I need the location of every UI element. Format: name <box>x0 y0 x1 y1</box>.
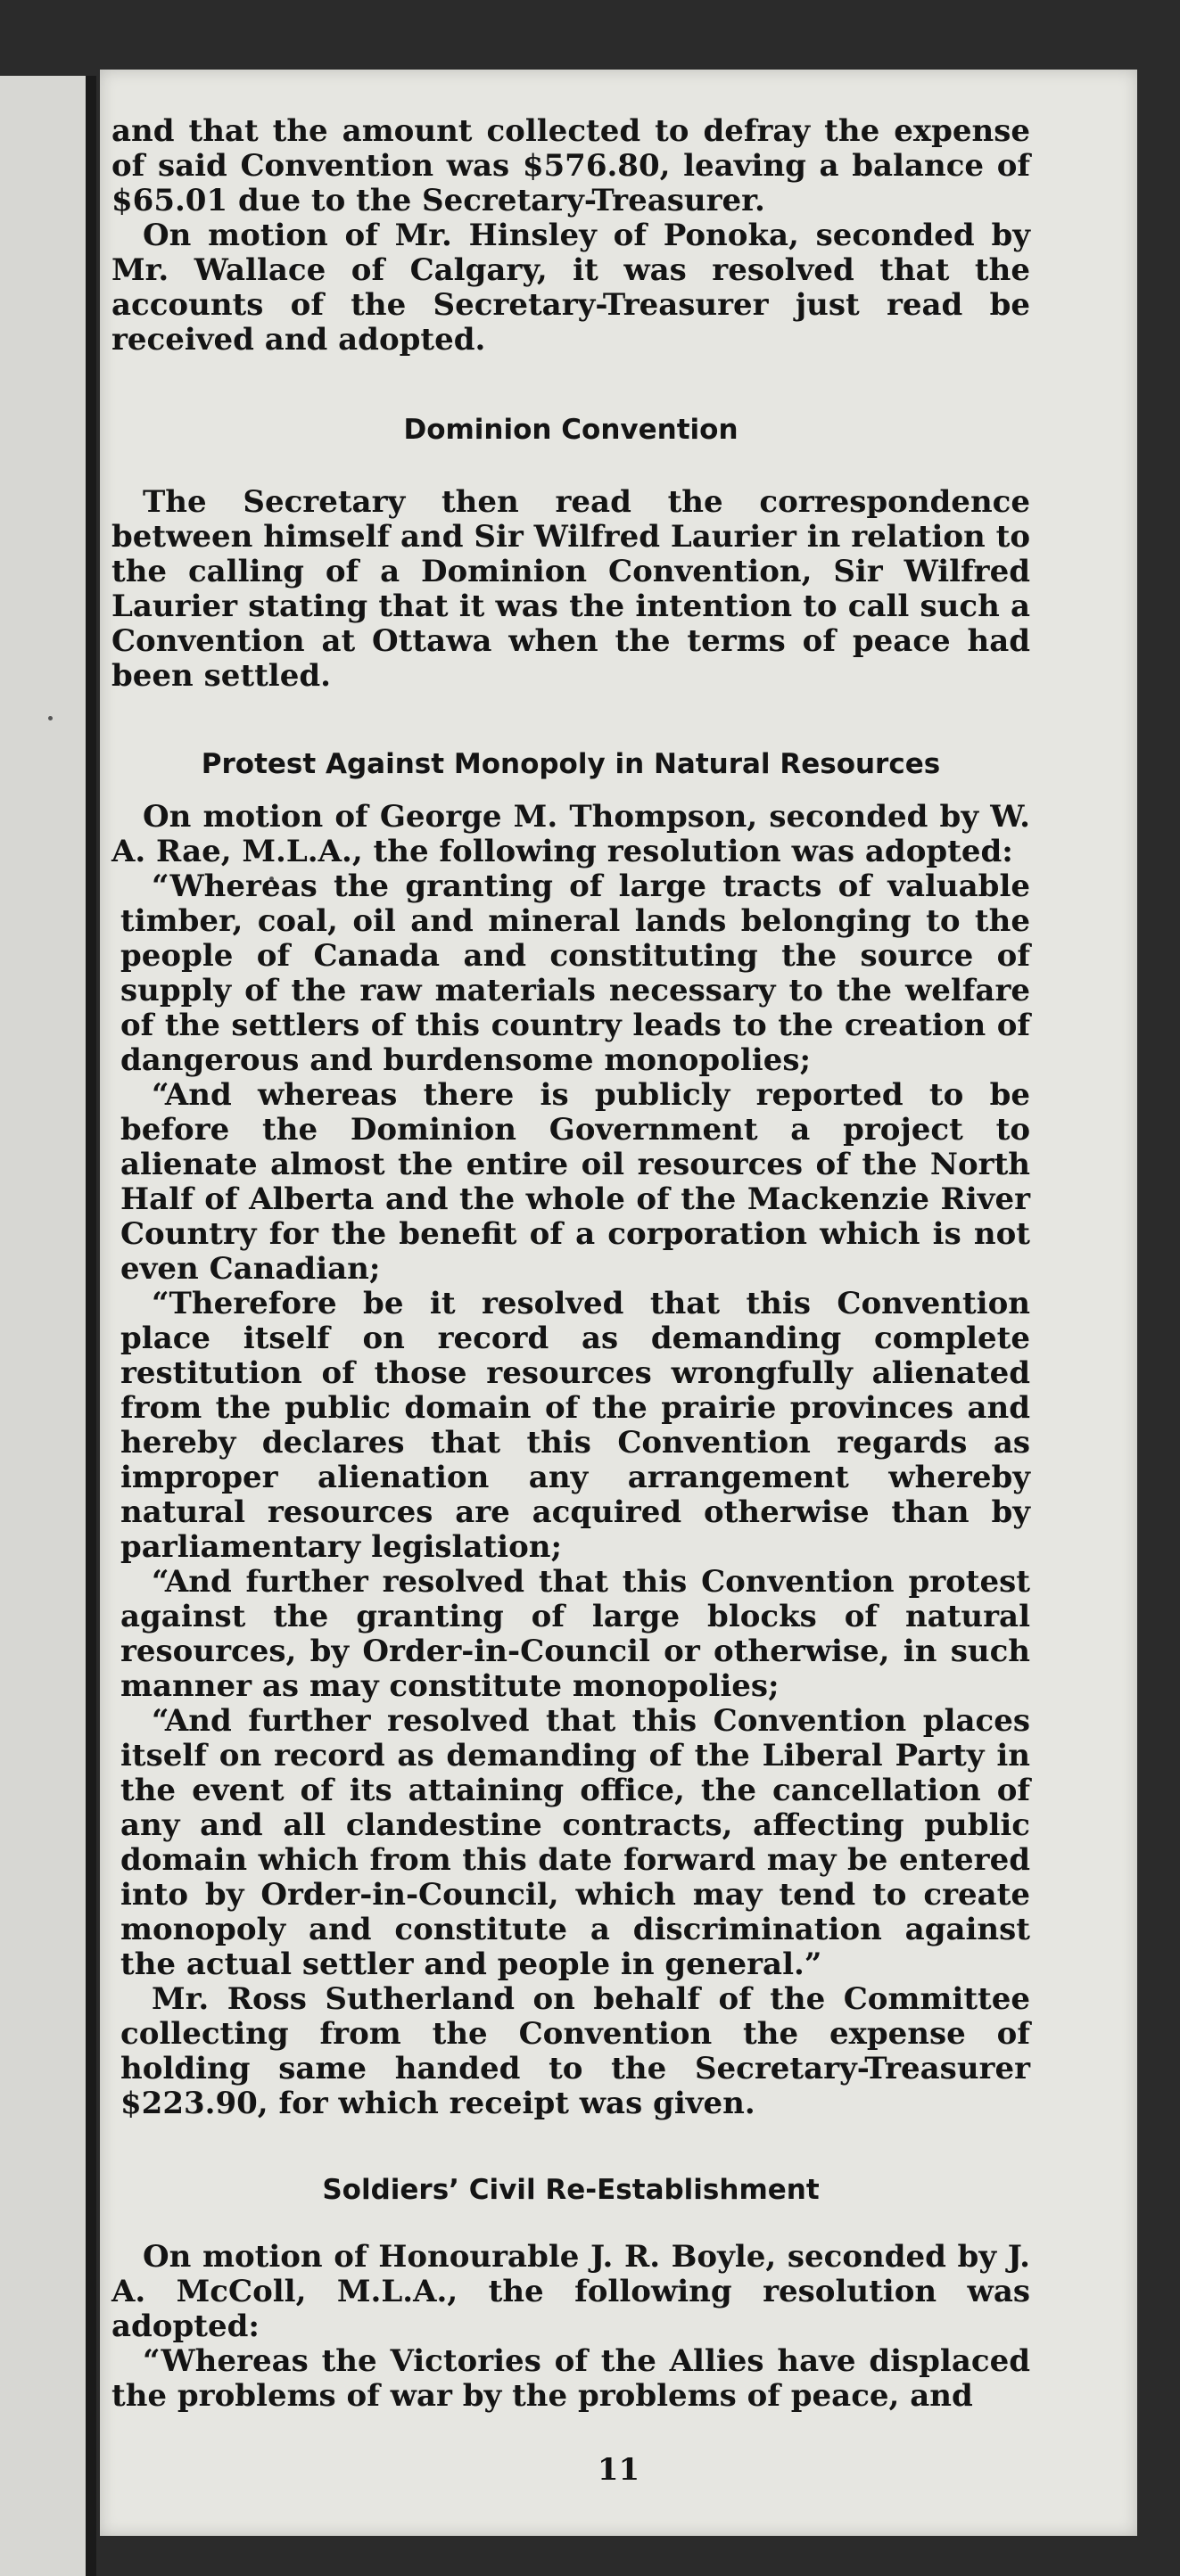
page-number: 11 <box>597 2452 640 2488</box>
resolution-quotes <box>120 869 1030 2121</box>
resolution-clause: “And further resolved that this Convention places itself on record as demanding of the Liberal Party in the event of its attaining office, the cancellation of any and all clandestine contracts, affecting public domain which from this date forward may be entered into by Order-in-Council, which may tend to create monopoly and constitute a discrimination against the actual settler and people in general.” <box>120 1703 1030 1982</box>
resolution-clause: “And whereas there is publicly reported to be before the Dominion Government a project to alienate almost the entire oil resources of the North Half of Alberta and the whole of the Mackenzie River Country for the benefit of a corporation which is not even Canadian; <box>120 1077 1030 1287</box>
heading-soldiers-reestablishment: Soldiers’ Civil Re-Establishment <box>322 2174 820 2206</box>
page-gutter-shadow <box>86 76 96 2576</box>
paragraph-dominion-convention: The Secretary then read the correspondence between himself and Sir Wilfred Laurier in relation to the calling of a Dominion Convention, Sir Wilfred Laurier stating that it was the intention to call such a Convention at Ottawa when the terms of peace had been settled. <box>111 484 1030 694</box>
resolution-clause: “Therefore be it resolved that this Convention place itself on record as demanding complete restitution of those resources wrongfully alienated from the public domain of the prairie provinces and hereby declares that this Convention regards as improper alienation any arrangement whereby natural resources are acquired otherwise than by parliamentary legislation; <box>120 1286 1030 1565</box>
paragraph-opening-2: On motion of Mr. Hinsley of Ponoka, seconded by Mr. Wallace of Calgary, it was resolved that the accounts of the Secretary-Treasurer just read be received and adopted. <box>111 218 1030 358</box>
paragraph-soldiers-intro: On motion of Honourable J. R. Boyle, seconded by J. A. McColl, M.L.A., the following resolution was adopted: <box>111 2239 1030 2344</box>
adjacent-page-strip <box>0 76 96 2576</box>
paragraph-committee-collection: Mr. Ross Sutherland on behalf of the Committee collecting from the Convention the expense of holding same handed to the Secretary-Treasurer $223.90, for which receipt was given. <box>120 1981 1030 2121</box>
document-page <box>100 70 1137 2536</box>
paragraph-opening-1: and that the amount collected to defray the expense of said Convention was $576.80, leaving a balance of $65.01 due to the Secretary-Treasurer. <box>111 113 1030 218</box>
paragraph-protest-intro: On motion of George M. Thompson, seconded by W. A. Rae, M.L.A., the following resolution was adopted: <box>111 799 1030 869</box>
scan-speck <box>48 716 53 720</box>
resolution-clause: “And further resolved that this Convention protest against the granting of large blocks of natural resources, by Order-in-Council or otherwise, in such manner as may constitute monopolies; <box>120 1564 1030 1704</box>
paragraph-soldiers-quote: “Whereas the Victories of the Allies have displaced the problems of war by the problems of peace, and <box>111 2343 1030 2414</box>
resolution-clause: “Whereas the granting of large tracts of valuable timber, coal, oil and mineral lands belonging to the people of Canada and constituting the source of supply of the raw materials necessary to the welfare of the settlers of this country leads to the creation of dangerous and burdensome monopolies; <box>120 868 1030 1078</box>
page-right-shadow <box>1137 70 1180 2576</box>
heading-protest-monopoly: Protest Against Monopoly in Natural Resources <box>201 748 941 780</box>
text-column <box>111 114 1030 2414</box>
heading-dominion-convention: Dominion Convention <box>403 414 739 446</box>
